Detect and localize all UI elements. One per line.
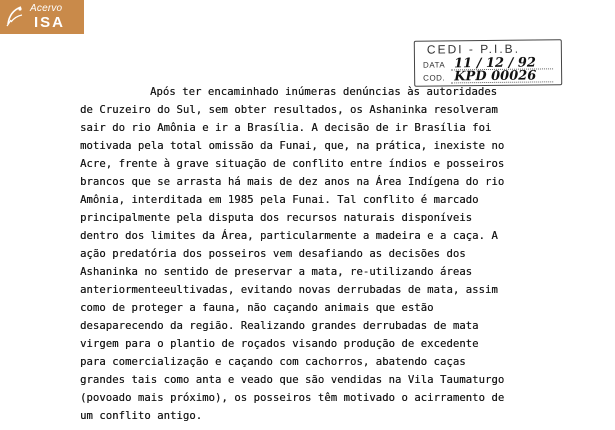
stamp-cod-label: COD.	[423, 73, 446, 83]
body-line: Após ter encaminhado inúmeras denúncias às autoridades	[150, 86, 498, 98]
body-line: virgem para o plantio de roçados visando produção de excedente	[80, 338, 479, 350]
logo-acervo-text: Acervo	[30, 3, 63, 14]
body-line: brancos que se arrasta há mais de dez anos na Área Indígena do rio	[80, 176, 505, 188]
body-line: anteriormenteeultivadas, evitando novas derrubadas de mata, assim	[80, 284, 498, 296]
body-line: um conflito antigo.	[80, 410, 203, 422]
body-line: grandes tais como anta e veado que são vendidas na Vila Taumaturgo	[80, 374, 505, 386]
body-line: Amônia, interditada em 1985 pela Funai. Tal conflito é marcado	[80, 194, 479, 206]
body-line: (povoado mais próximo), os posseiros têm motivado o acirramento de	[80, 392, 505, 404]
logo-isa-text: ISA	[34, 14, 66, 31]
stamp-title: CEDI - P.I.B.	[426, 41, 521, 57]
body-line: dentro dos limites da Área, particularmente a madeira e a caça. A	[80, 230, 498, 242]
body-line: de Cruzeiro do Sul, sem obter resultados, os Ashaninka resolveram	[80, 104, 498, 116]
body-line: Acre, frente à grave situação de conflito entre índios e posseiros	[80, 158, 505, 170]
body-line: principalmente pela disputa dos recursos naturais disponíveis	[80, 212, 473, 224]
body-line: Ashaninka no sentido de preservar a mata, re-utilizando áreas	[80, 266, 473, 278]
stamp-date-label: DATA	[422, 60, 446, 70]
stamp-cod-value: KPD 00026	[454, 68, 537, 85]
body-line: como de proteger a fauna, não caçando animais que estão	[80, 302, 434, 314]
body-line: sair do rio Amônia e ir a Brasília. A decisão de ir Brasília foi	[80, 122, 492, 134]
body-line: motivada pela total omissão da Funai, que, na prática, inexiste no	[80, 140, 505, 152]
body-line: para comercialização e caçando com cachorros, abatendo caças	[80, 356, 466, 368]
body-line: ação predatória dos posseiros vem desafiando as decisões dos	[80, 248, 466, 260]
stamp-date-value: 11 / 12 / 92	[453, 55, 537, 72]
body-line: desaparecendo da região. Realizando grandes derrubadas de mata	[80, 320, 479, 332]
